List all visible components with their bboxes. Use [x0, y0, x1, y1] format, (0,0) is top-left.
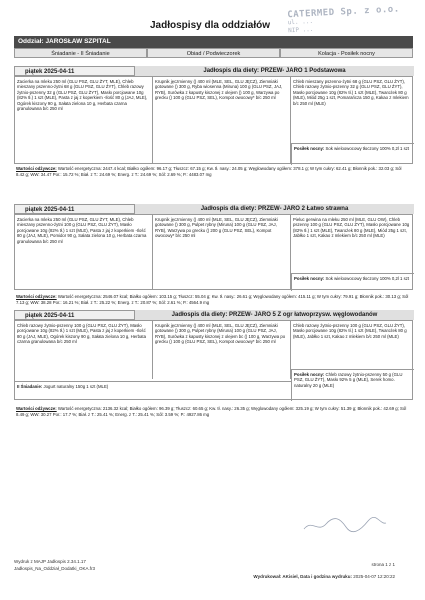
nutrition-values-3: Wartości odżywcze: Wartość energetyczna: 2136.32 kcal; Białko ogółem: 96.39 g; Tłuszcz: 60.65 g; Kw. tł. nasy.: 26.35 g; Węglowodany ogółem: 325.19 g; W tym cukry: 51.39 g; Błonnik pok.: 42.69 g; Sól 8.49 g; WW: 30.27 Por.: 17.7 %; Biał. z T.: 25.41 %; Energ. z T.: 25.41 %; Sól: 3.59 %; P.: 4927.86 mg: [16, 406, 407, 417]
diet-block-3: [14, 310, 413, 400]
document-title: Jadłospisy dla oddziałów: [150, 20, 271, 31]
day-date: piątek 2025-04-11: [14, 66, 413, 76]
print-info: Wydrukował: AKisiel, Data i godzina wydruku: 2025-04-07 12:20:22: [253, 574, 395, 579]
day-date: piątek 2025-04-11: [14, 310, 413, 320]
second-breakfast-cell: II Śniadanie: Jogurt naturalny 150g 1 szt (MLE): [15, 381, 291, 401]
snack-cell: Posiłek nocny: Chleb razowy żytnio-pszenny 50 g (GLU PSZ, GLU ŻYT), Masło 92% 5 g (MLE), Serek homo. naturalny 20 g (MLE): [291, 369, 414, 401]
meal-grid: [14, 214, 413, 290]
diet-name: Jadłospis dla diety: PRZEW- JARO 2 Łatwo strawna: [134, 204, 414, 214]
footer-left: Wydruk z MAJP Jadłospis 2.34.1.17 Jadłospis_Na_Oddział_Dodatki_OKA.fr3: [14, 559, 96, 571]
company-stamp: CATERMED Sp. z o.o. ul. ... NIP ...: [287, 4, 400, 35]
snack-cell: Posiłek nocny: Sok wieloowocowy tłoczony 100% 0,2l 1 szt: [291, 143, 414, 165]
dinner-cell: Chleb razowy żytnio-pszenny 100 g (GLU PSZ, GLU ŻYT), Masło porcjowane 10g (82% tł.) 1 szt (MLE), Twarożek 80 g (MLE), Jabłko 1 szt, Kakao z mlekiem b/c 250 ml (MLE): [293, 322, 407, 339]
page-number: strona 1 z 1: [371, 562, 395, 567]
meal-grid: [14, 320, 413, 400]
dinner-cell: Pieluc gerwina na mleku 250 ml (MLE, GLU OW), Chleb pszenny 100 g (GLU PSZ, GLU ŻYT), Masło porcjowane 10g (82% tł.) 1 szt (MLE), Twarożek 80 g (MLE), Miód 25g 1 szt, Jabłko 1 szt, Kakao z mlekiem b/c 250 ml (MLE): [293, 216, 410, 238]
meal-columns-header: [14, 48, 413, 58]
day-date: piątek 2025-04-11: [14, 204, 413, 214]
meal-column-lunch: Obiad / Podwieczorek: [147, 48, 280, 58]
breakfast-cell: Zacierka na mleku 250 ml (GLU PSZ, GLU ŻYT, MLE), Chleb mieszany pszenno-żytni 68 g (GLU PSZ, GLU ŻYT), Chleb razowy żytnio-pszenny 32 g (GLU PSZ, GLU ŻYT), Masło porcjowane 10g (82% tł.) 1 szt (MLE), Pasta z jaj z koperkiem -Ilość 80 g (JAJ, MLE), Ogórek kiszony 90 g, Sałata zielona 10 g, Herbata czarna granulowana b/c 250 ml: [15, 77, 153, 163]
nutrition-values-2: Wartości odżywcze: Wartość energetyczna: 2546.07 kcal; Białko ogółem: 103.15 g; Tłuszcz: 55.04 g; Kw. tł. nasy.: 26.61 g; Węglowodany ogółem: 415.11 g; W tym cukry: 79.91 g; Błonnik pok.: 30.13 g; Sól 7.13 g; WW: 38.28 Por.: 16.21 %; Biał. z T.: 25.22 %; Energ. z T.: 20.87 %; Sól: 2.61 %; P.: 4564.9 mg: [16, 294, 409, 305]
diet-name: Jadłospis dla diety: PRZEW- JARO 5 Z ogr łatwoprzysw. węglowodanów: [134, 310, 414, 320]
diet-name: Jadłospis dla diety: PRZEW- JARO 1 Podstawowa: [134, 66, 414, 76]
snack-cell: Posiłek nocny: Sok wieloowocowy tłoczony 100% 0,2l 1 szt: [291, 273, 414, 291]
meal-grid: [14, 76, 413, 164]
nutrition-values-1: Wartości odżywcze: Wartość energetyczna: 2447.4 kcal; Białko ogółem: 96.17 g; Tłuszcz: 67.15 g; Kw. tł. nasy.: 24.05 g; Węglowodany ogółem: 378.1 g; W tym cukry: 62.41 g; Błonnik pok.: 32.03 g; Sól 8.42 g; WW: 34.47 Por.: 15.72 %; Biał. z T.: 24.69 %; Energ. z T.: 24.69 %; Sól: 2.69 %; P.: 4483.07 mg: [16, 166, 402, 177]
meal-column-breakfast: Śniadanie - II Śniadanie: [14, 48, 147, 58]
lunch-cell: Krupnik jęczmienny () 400 ml (MLE, SEL, GLU JĘCZ), Ziemniaki gotowane () 300 g, Ryba wiosenna (Miruna) 100 g (GLU PSZ, JAJ, RYB), Surówka z kapusty kiszonej z olejem () 100 g, Warzywa po grecku () 100 g (GLU PSZ, SEL), Kompot owocowy* b/c 250 ml: [153, 77, 291, 163]
breakfast-cell: Zacierka na mleku 250 ml (GLU PSZ, GLU ŻYT, MLE), Chleb mieszany pszenno-żytni 100 g (GLU PSZ, GLU ŻYT), Masło porcjowane 10g (82% tł.) 1 szt (MLE), Pasta z jaj z koperkiem -Ilość 80 g (JAJ, MLE), Pomidor 90 g, Sałata zielona 10 g, Herbata czarna granulowana b/c 250 ml: [15, 215, 153, 289]
department-header: Oddział: JAROSŁAW SZPITAL: [14, 36, 413, 48]
diet-block-2: [14, 204, 413, 290]
meal-column-dinner: Kolacja - Posiłek nocny: [280, 48, 413, 58]
lunch-cell: Krupnik jęczmienny () 400 ml (MLE, SEL, GLU JĘCZ), Ziemniaki gotowane () 300 g, Pulpet rybny (Miruna) 100 g (GLU PSZ, JAJ, RYB), Warzywa po grecku () 200 g (GLU PSZ, SEL), Kompot owocowy* b/c 250 ml: [153, 215, 291, 289]
lunch-cell: Krupnik jęczmienny () 400 ml (MLE, SEL, GLU JĘCZ), Ziemniaki gotowane () 300 g, Pulpet rybny (Miruna) 100 g (GLU PSZ, JAJ, RYB), Surówka z kapusty kiszonej z olejem bc () 100 g, Warzywa po grecku () 100 g (GLU PSZ, SEL), Kompot owocowy* b/c 250 ml: [153, 321, 291, 379]
signature-scribble: [300, 515, 390, 535]
breakfast-cell: Chleb razowy żytnio-pszenny 100 g (GLU PSZ, GLU ŻYT), Masło porcjowane 10g (82% tł.) 1 szt (MLE), Pasta z jaj z koperkiem -Ilość 80 g (JAJ, MLE), Ogórek kiszony 90 g, Sałata zielona 10 g, Herbata czarna granulowana b/c 250 ml: [15, 321, 153, 379]
dinner-cell: Chleb mieszany pszenno-żytni 68 g (GLU PSZ, GLU ŻYT), Chleb razowy żytnio-pszenny 32 g (GLU PSZ, GLU ŻYT), Masło porcjowane 10g (82% tł.) 1 szt (MLE), Twarożek 80 g (MLE), Miód 25g 1 szt, Pomarańcza 150 g, Kakao z mlekiem b/c 250 ml (MLE): [293, 78, 409, 106]
diet-block-1: [14, 66, 413, 164]
